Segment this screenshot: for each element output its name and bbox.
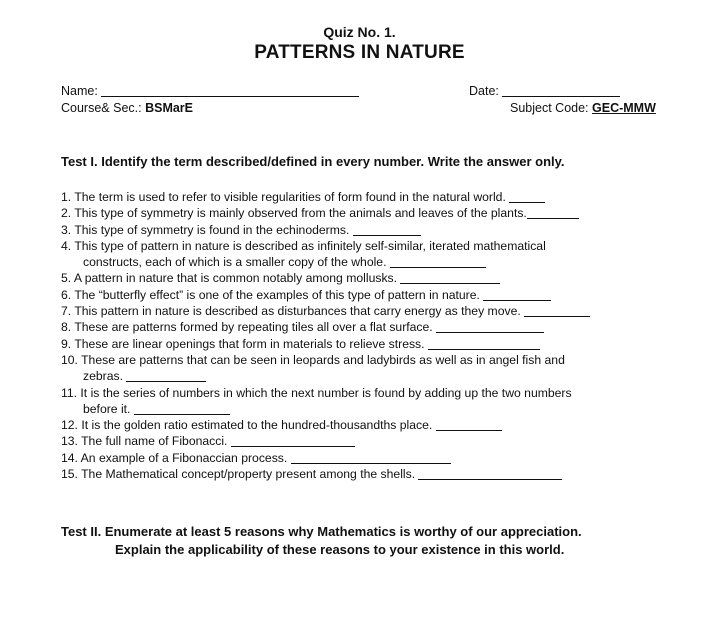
subject-value: GEC-MMW [592, 101, 656, 115]
answer-blank[interactable] [231, 445, 355, 447]
answer-blank[interactable] [400, 282, 500, 284]
answer-blank[interactable] [418, 478, 562, 480]
test1-item: 4. This type of pattern in nature is described as infinitely self-similar, iterated mathematical [61, 238, 546, 253]
test1-item: 7. This pattern in nature is described as disturbances that carry energy as they move. [61, 303, 701, 319]
test1-item: 15. The Mathematical concept/property present among the shells. [61, 466, 701, 482]
answer-blank[interactable] [291, 462, 451, 464]
test1-items [61, 189, 701, 482]
answer-blank[interactable] [436, 331, 544, 333]
course-value: BSMarE [145, 101, 194, 115]
test1-heading: Test I. Identify the term described/defined in every number. Write the answer only. [61, 154, 565, 169]
test1-item: 1. The term is used to refer to visible regularities of form found in the natural world. [61, 189, 701, 205]
test1-item: 9. These are linear openings that form in materials to relieve stress. [61, 336, 701, 352]
answer-blank[interactable] [134, 413, 230, 415]
name-row [61, 84, 359, 98]
answer-blank[interactable] [353, 234, 421, 236]
test1-item: 13. The full name of Fibonacci. [61, 433, 701, 449]
test1-item: 12. It is the golden ratio estimated to the hundred-thousandths place. [61, 417, 701, 433]
test2-line-2: Explain the applicability of these reasons to your existence in this world. [115, 542, 565, 557]
test1-item: 10. These are patterns that can be seen in leopards and ladybirds as well as in angel fish and [61, 352, 565, 367]
course-label: Course& Sec.: [61, 101, 142, 115]
answer-blank[interactable] [527, 217, 579, 219]
answer-blank[interactable] [126, 380, 206, 382]
test1-item: 5. A pattern in nature that is common notably among mollusks. [61, 270, 701, 286]
test1-item: 3. This type of symmetry is found in the echinoderms. [61, 222, 701, 238]
test1-item-continuation: constructs, each of which is a smaller copy of the whole. [61, 254, 701, 270]
test1-item-continuation: before it. [61, 401, 701, 417]
answer-blank[interactable] [524, 315, 590, 317]
test1-item: 2. This type of symmetry is mainly observed from the animals and leaves of the plants. [61, 205, 701, 221]
subject-row [510, 101, 656, 115]
name-label: Name: [61, 84, 98, 98]
subject-label: Subject Code: [510, 101, 589, 115]
test1-item-continuation: zebras. [61, 368, 701, 384]
test1-item: 6. The “butterfly effect” is one of the examples of this type of pattern in nature. [61, 287, 701, 303]
date-row [469, 84, 620, 98]
test2-line-1: Test II. Enumerate at least 5 reasons why Mathematics is worthy of our appreciation. [61, 524, 582, 539]
test1-item: 8. These are patterns formed by repeating tiles all over a flat surface. [61, 319, 701, 335]
answer-blank[interactable] [390, 266, 486, 268]
test1-item: 11. It is the series of numbers in which the next number is found by adding up the two numbers [61, 385, 572, 400]
page-title: PATTERNS IN NATURE [254, 42, 465, 63]
quiz-number: Quiz No. 1. [323, 24, 396, 40]
answer-blank[interactable] [428, 348, 540, 350]
course-row [61, 101, 193, 115]
name-field[interactable] [101, 96, 359, 97]
answer-blank[interactable] [509, 201, 545, 203]
date-label: Date: [469, 84, 499, 98]
test1-item: 14. An example of a Fibonaccian process. [61, 450, 701, 466]
test2-instructions [61, 523, 701, 559]
answer-blank[interactable] [436, 429, 502, 431]
date-field[interactable] [502, 96, 620, 97]
answer-blank[interactable] [483, 299, 551, 301]
